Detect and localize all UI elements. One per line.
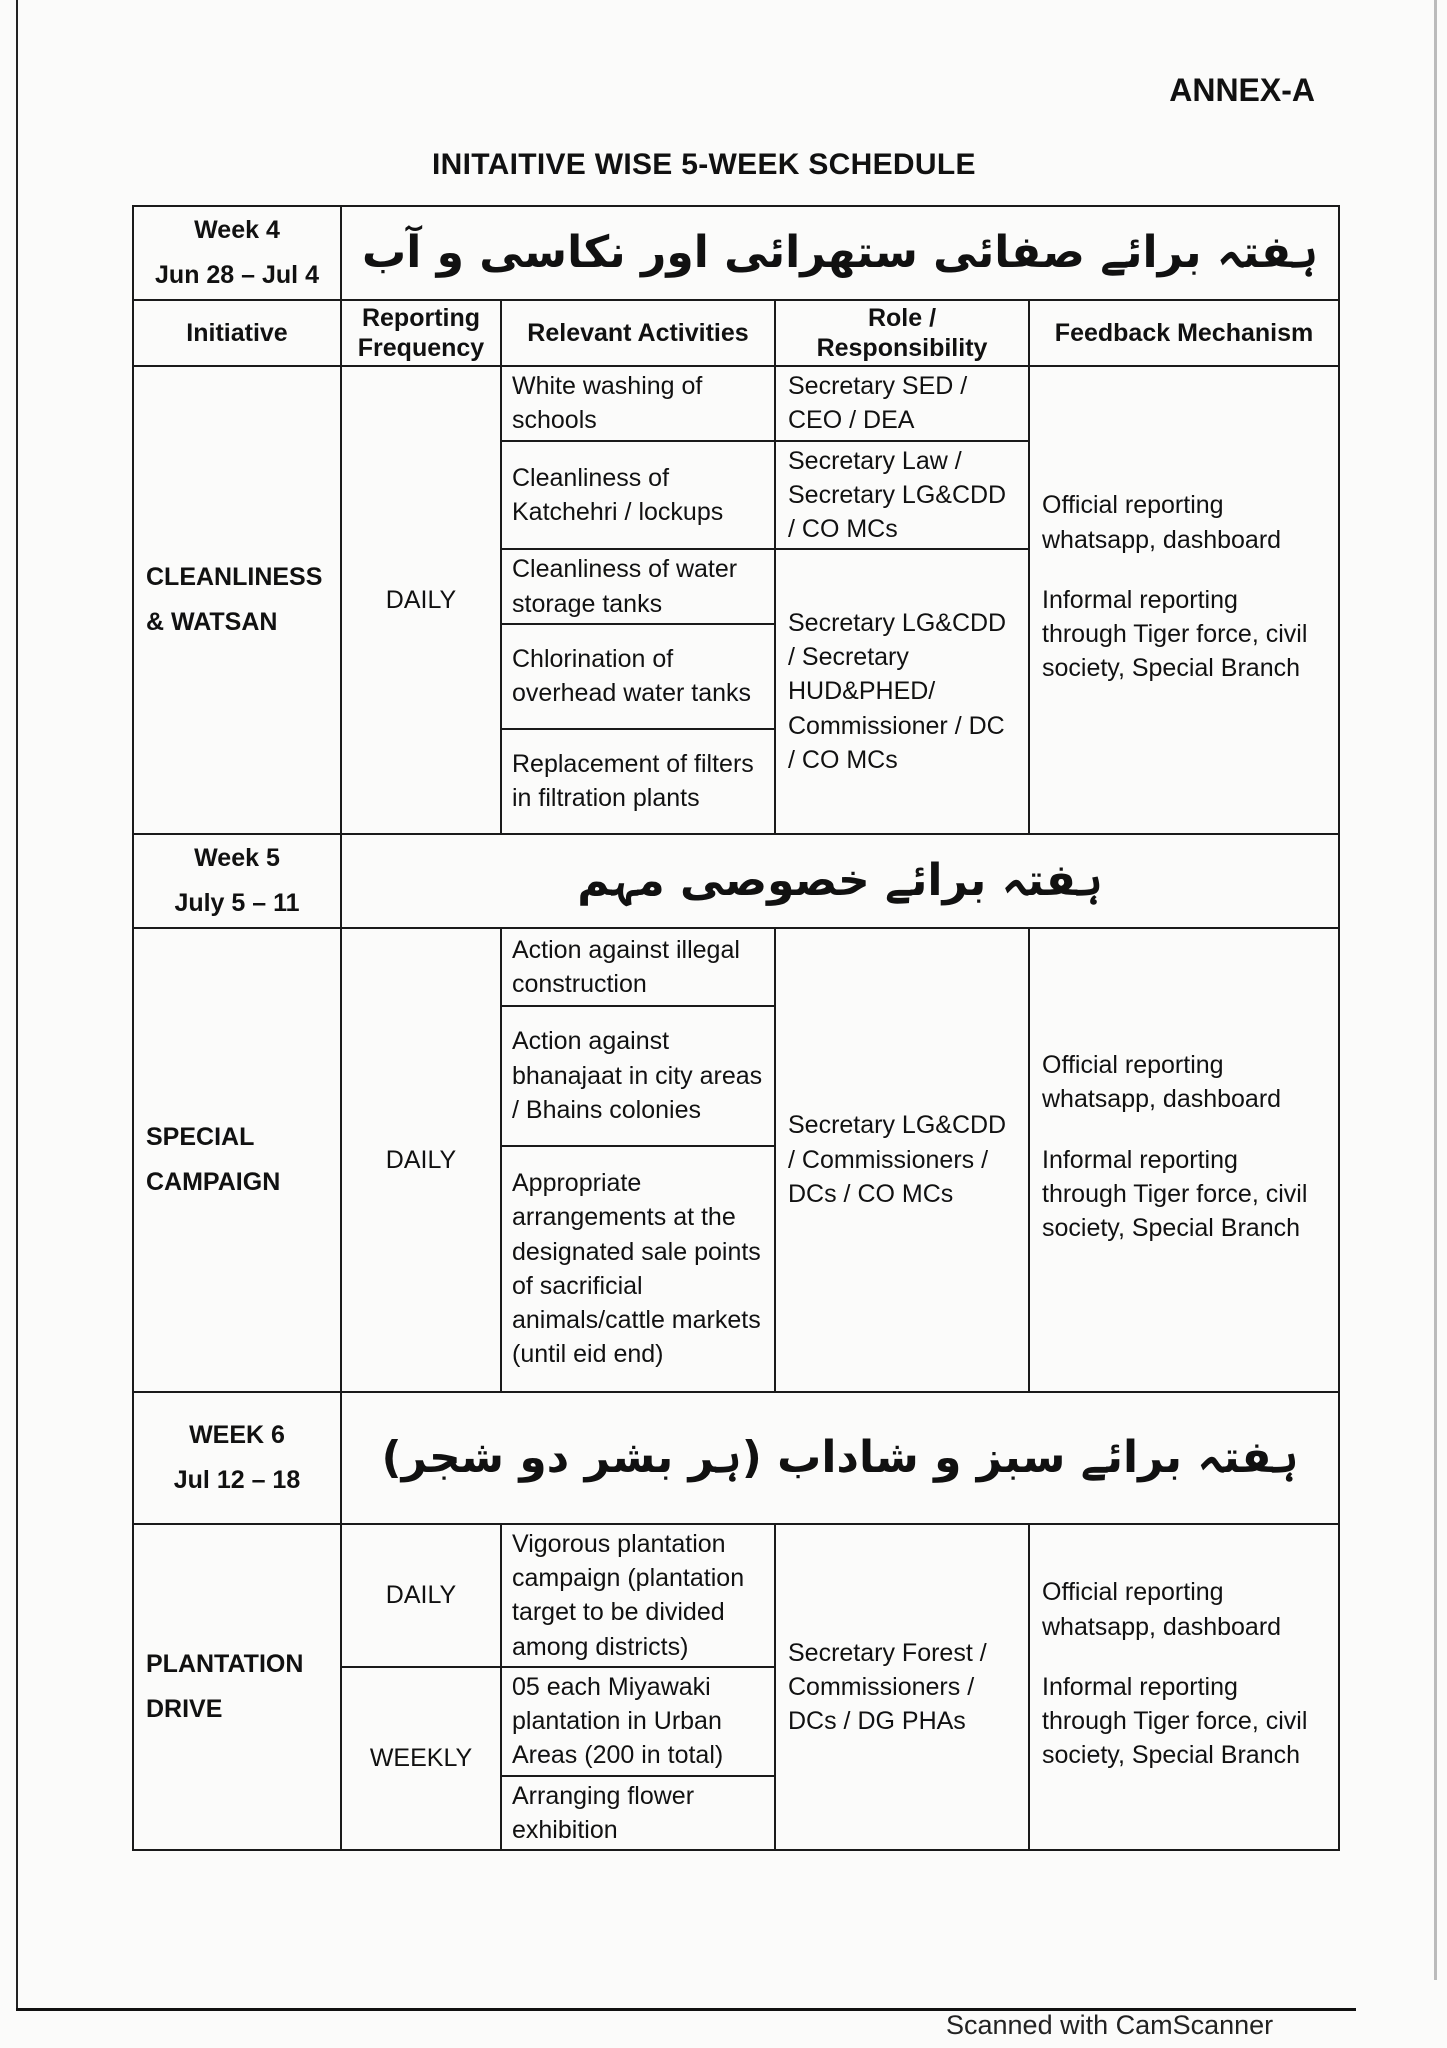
activity-cell: White washing of schools (501, 366, 775, 441)
frequency-cell: DAILY (341, 928, 501, 1392)
initiative-cell (133, 928, 341, 1392)
header-frequency: Reporting Frequency (341, 300, 501, 366)
week-label: WEEK 6 (189, 1420, 285, 1449)
feedback-official: Official reporting whatsapp, dashboard (1042, 1051, 1282, 1114)
week-cell (133, 834, 341, 928)
role-cell: Secretary Law / Secretary LG&CDD / CO MCs (775, 441, 1029, 550)
table-row (133, 366, 1339, 441)
week-header-row (133, 206, 1339, 300)
frequency-cell: DAILY (341, 366, 501, 834)
header-initiative: Initiative (133, 300, 341, 366)
feedback-informal: Informal reporting through Tiger force, civil society, Special Branch (1042, 1145, 1308, 1243)
initiative-name: SPECIAL (146, 1122, 255, 1151)
initiative-name-2: DRIVE (146, 1694, 223, 1723)
header-feedback: Feedback Mechanism (1029, 300, 1339, 366)
initiative-name: PLANTATION (146, 1649, 304, 1678)
scan-left-edge (16, 0, 18, 2010)
activity-cell: Arranging flower exhibition (501, 1776, 775, 1851)
week-urdu-title: ہفتہ برائے سبز و شاداب (ہر بشر دو شجر) (341, 1392, 1339, 1524)
scanner-watermark: Scanned with CamScanner (946, 2010, 1274, 2040)
activity-cell: 05 each Miyawaki plantation in Urban Areas (200 in total) (501, 1667, 775, 1776)
initiative-cell (133, 366, 341, 834)
role-cell: Secretary LG&CDD / Commissioners / DCs / CO MCs (775, 928, 1029, 1392)
scan-right-edge (1434, 0, 1437, 1980)
activity-cell: Chlorination of overhead water tanks (501, 624, 775, 729)
page-title: INITAITIVE WISE 5-WEEK SCHEDULE (432, 148, 976, 181)
week-dates: Jun 28 – Jul 4 (155, 261, 319, 289)
annex-label: ANNEX-A (1169, 72, 1315, 108)
initiative-name-2: CAMPAIGN (146, 1167, 281, 1196)
week-urdu-title: ہفتہ برائے صفائی ستھرائی اور نکاسی و آب (341, 206, 1339, 300)
role-cell: Secretary LG&CDD / Secretary HUD&PHED/ Commissioner / DC / CO MCs (775, 549, 1029, 834)
frequency-cell: DAILY (341, 1524, 501, 1667)
table-row (133, 1524, 1339, 1667)
activity-cell: Cleanliness of Katchehri / lockups (501, 441, 775, 550)
week-label: Week 5 (194, 843, 280, 872)
week-dates: Jul 12 – 18 (173, 1465, 301, 1494)
feedback-informal: Informal reporting through Tiger force, civil society, Special Branch (1042, 585, 1308, 683)
feedback-official: Official reporting whatsapp, dashboard (1042, 1578, 1282, 1641)
feedback-informal: Informal reporting through Tiger force, civil society, Special Branch (1042, 1672, 1308, 1770)
week-header-row (133, 834, 1339, 928)
week-cell (133, 1392, 341, 1524)
feedback-cell (1029, 928, 1339, 1392)
week-header-row (133, 1392, 1339, 1524)
feedback-cell (1029, 366, 1339, 834)
week-label: Week 4 (194, 216, 280, 244)
table-row (133, 928, 1339, 1006)
activity-cell: Replacement of filters in filtration plants (501, 729, 775, 834)
initiative-cell (133, 1524, 341, 1850)
activity-cell: Cleanliness of water storage tanks (501, 549, 775, 624)
week-cell (133, 206, 341, 300)
role-cell: Secretary SED / CEO / DEA (775, 366, 1029, 441)
activity-cell: Action against bhanajaat in city areas / Bhains colonies (501, 1006, 775, 1146)
header-activities: Relevant Activities (501, 300, 775, 366)
frequency-cell: WEEKLY (341, 1667, 501, 1850)
role-cell: Secretary Forest / Commissioners / DCs / DG PHAs (775, 1524, 1029, 1850)
feedback-cell (1029, 1524, 1339, 1850)
activity-cell: Appropriate arrangements at the designated sale points of sacrificial animals/cattle markets (until eid end) (501, 1146, 775, 1392)
column-header-row (133, 300, 1339, 366)
header-role: Role / Responsibility (775, 300, 1029, 366)
activity-cell: Action against illegal construction (501, 928, 775, 1006)
feedback-official: Official reporting whatsapp, dashboard (1042, 491, 1282, 554)
initiative-name: CLEANLINESS (146, 562, 323, 591)
initiative-name-2: & WATSAN (146, 607, 278, 636)
week-dates: July 5 – 11 (174, 888, 300, 917)
schedule-table (132, 205, 1340, 1851)
activity-cell: Vigorous plantation campaign (plantation target to be divided among districts) (501, 1524, 775, 1667)
week-urdu-title: ہفتہ برائے خصوصی مہم (341, 834, 1339, 928)
